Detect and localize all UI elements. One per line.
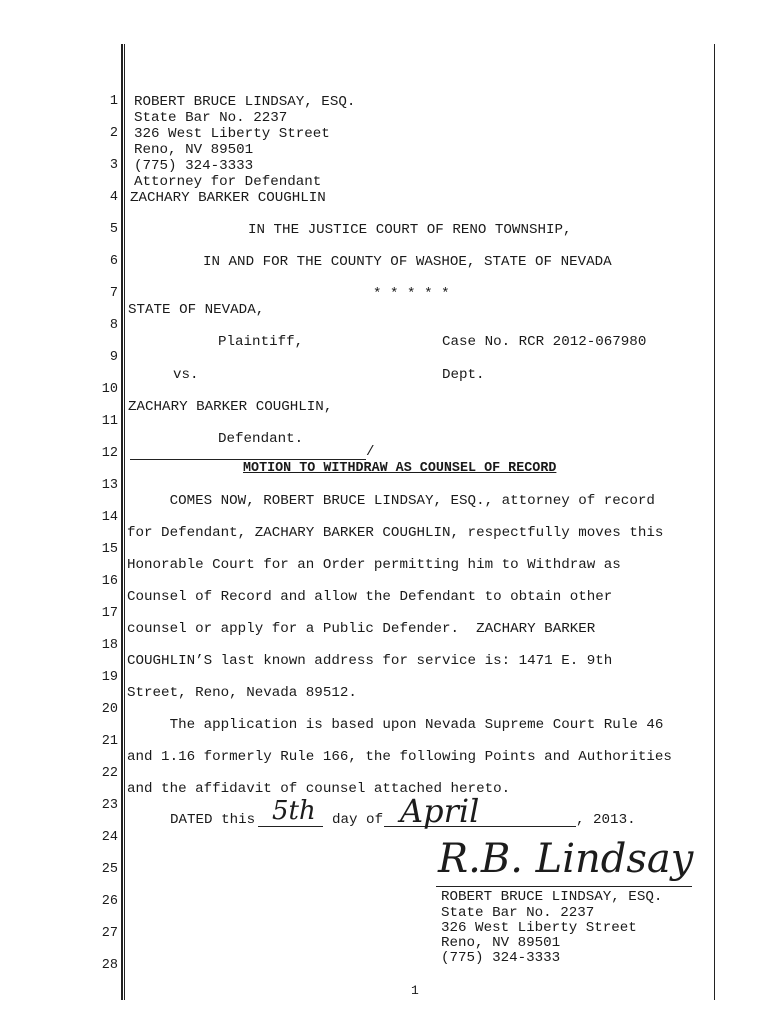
body-line: The application is based upon Nevada Supreme Court Rule 46 [127,717,664,733]
line-number: 11 [101,414,118,429]
attorney-phone: (775) 324-3333 [134,158,254,174]
body-line: and the affidavit of counsel attached hereto. [127,781,511,797]
plaintiff-label: Plaintiff, [218,334,304,350]
body-line: counsel or apply for a Public Defender. ZACHARY BARKER [127,621,596,637]
left-margin-rule-outer [121,44,123,1000]
line-number: 28 [101,958,118,973]
signer-name: ROBERT BRUCE LINDSAY, ESQ. [441,889,663,905]
line-number: 5 [109,222,118,237]
line-number: 19 [101,670,118,685]
caption-slash: / [366,444,375,460]
body-line: Street, Reno, Nevada 89512. [127,685,357,701]
body-line: COMES NOW, ROBERT BRUCE LINDSAY, ESQ., attorney of record [127,493,655,509]
line-number: 3 [109,158,118,173]
right-margin-rule [714,44,715,1000]
line-number: 25 [101,862,118,877]
line-number: 1 [109,94,118,109]
plaintiff-name: STATE OF NEVADA, [128,302,265,318]
line-number: 14 [101,510,118,525]
attorney-role: Attorney for Defendant [134,174,322,190]
line-number: 9 [109,350,118,365]
line-number: 26 [101,894,118,909]
department: Dept. [442,367,485,383]
year-suffix: , 2013. [576,812,636,828]
signer-city: Reno, NV 89501 [441,935,561,951]
caption-underline [130,459,366,460]
body-line: for Defendant, ZACHARY BARKER COUGHLIN, respectfully moves this [127,525,664,541]
line-number: 13 [101,478,118,493]
line-number: 21 [101,734,118,749]
dated-prefix: DATED this [170,812,256,828]
line-number: 27 [101,926,118,941]
line-number: 10 [101,382,118,397]
line-number: 17 [101,606,118,621]
page-number: 1 [411,983,419,998]
day-blank [258,826,323,827]
handwritten-month: April [400,792,480,830]
attorney-name: ROBERT BRUCE LINDSAY, ESQ. [134,94,356,110]
defendant-label: Defendant. [218,431,304,447]
motion-title: MOTION TO WITHDRAW AS COUNSEL OF RECORD [243,461,557,476]
line-number: 7 [109,286,118,301]
line-number: 20 [101,702,118,717]
attorney-client: ZACHARY BARKER COUGHLIN [130,190,326,206]
handwritten-signature: R.B. Lindsay [438,836,694,882]
line-number: 12 [101,446,118,461]
line-number: 6 [109,254,118,269]
line-number: 8 [109,318,118,333]
line-number: 4 [109,190,118,205]
signer-bar-number: State Bar No. 2237 [441,905,595,921]
line-number: 23 [101,798,118,813]
line-number: 16 [101,574,118,589]
court-line-1: IN THE JUSTICE COURT OF RENO TOWNSHIP, [248,222,572,238]
body-line: Counsel of Record and allow the Defendant to obtain other [127,589,613,605]
attorney-bar-number: State Bar No. 2237 [134,110,288,126]
signature-line [436,886,692,887]
case-number: Case No. RCR 2012-067980 [442,334,647,350]
signer-phone: (775) 324-3333 [441,950,561,966]
versus: vs. [173,367,199,383]
body-line: COUGHLIN’S last known address for service is: 1471 E. 9th [127,653,613,669]
body-line: and 1.16 formerly Rule 166, the following Points and Authorities [127,749,672,765]
line-number: 15 [101,542,118,557]
day-of-label: day of [332,812,384,828]
line-number: 22 [101,766,118,781]
court-stars: * * * * * [373,286,450,302]
left-margin-rule-inner [124,44,125,1000]
court-line-2: IN AND FOR THE COUNTY OF WASHOE, STATE OF NEVADA [203,254,612,270]
line-number: 18 [101,638,118,653]
handwritten-day: 5th [272,796,316,826]
body-line: Honorable Court for an Order permitting him to Withdraw as [127,557,621,573]
defendant-name: ZACHARY BARKER COUGHLIN, [128,399,333,415]
line-number: 2 [109,126,118,141]
line-number: 24 [101,830,118,845]
signer-street: 326 West Liberty Street [441,920,637,936]
attorney-city: Reno, NV 89501 [134,142,254,158]
attorney-street: 326 West Liberty Street [134,126,330,142]
